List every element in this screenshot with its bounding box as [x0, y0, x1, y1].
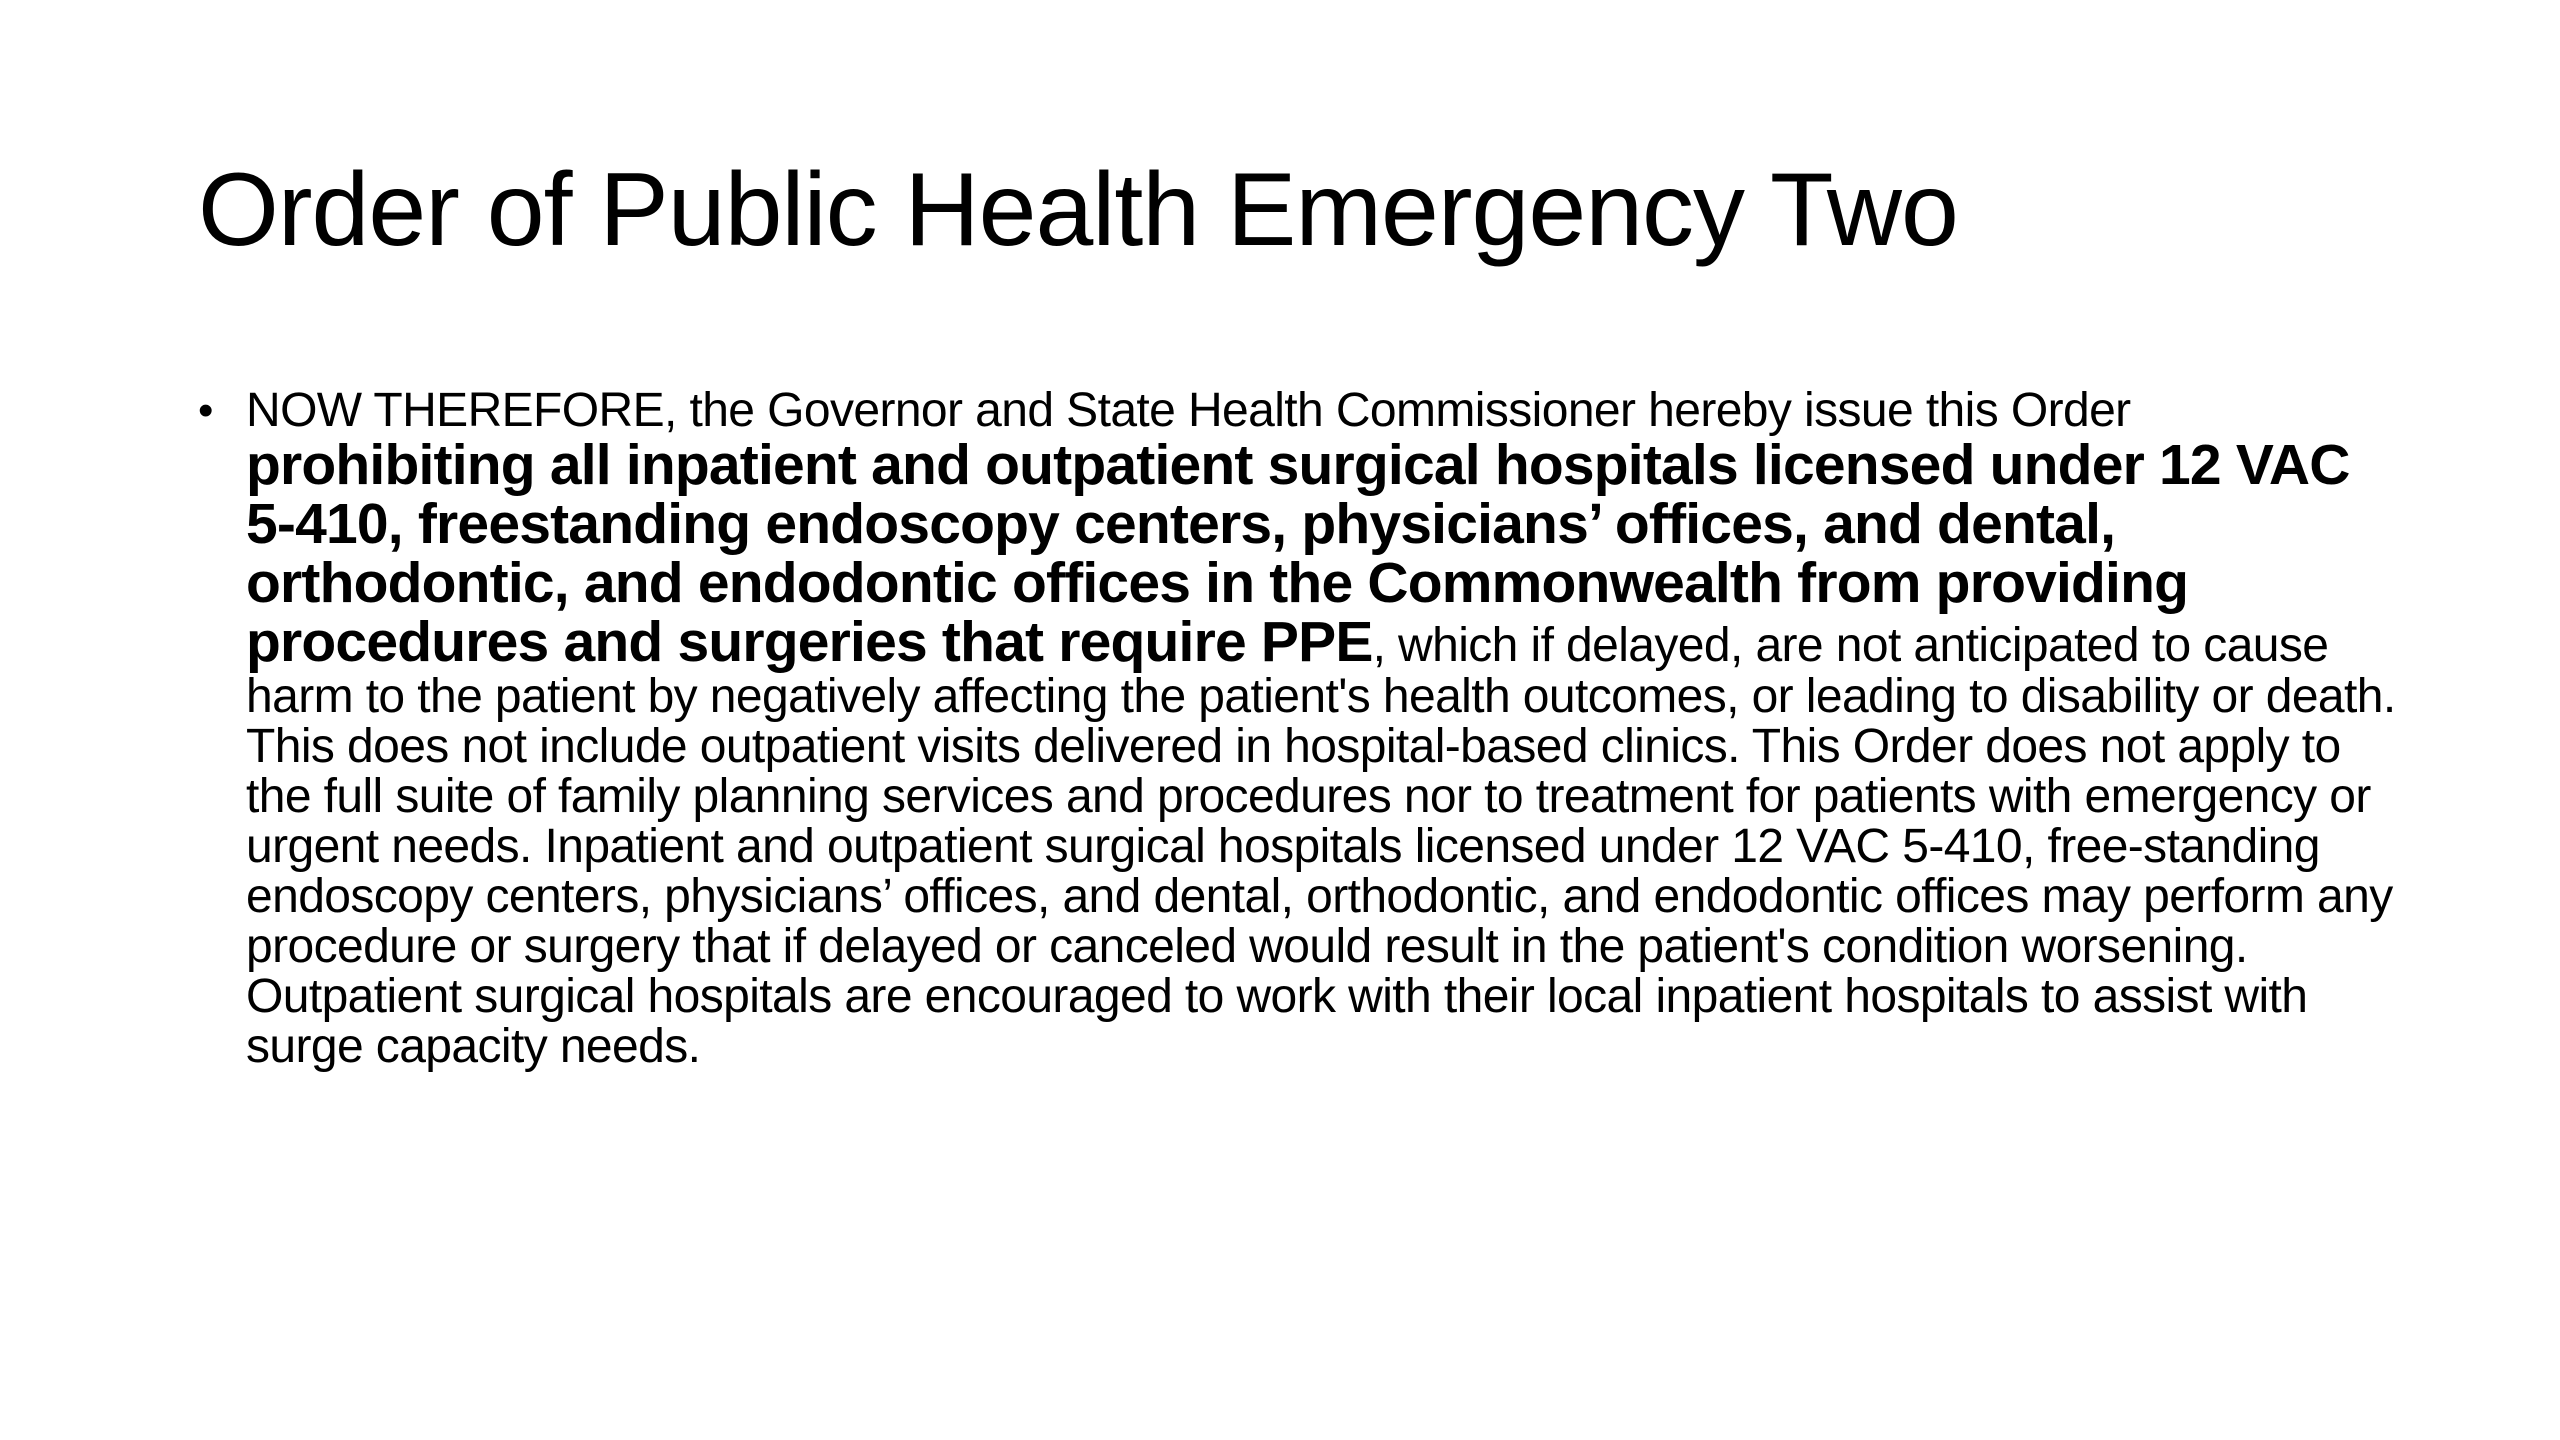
body-paragraph	[246, 386, 2398, 1072]
slide-title: Order of Public Health Emergency Two	[198, 152, 1958, 268]
paragraph-emphasis-text: prohibiting all inpatient and outpatient surgical hospitals licensed under 12 VAC 5-410, freestanding endoscopy centers, physicians’ offices, and dental, orthodontic, and endodontic offices in the Commonwealth from providing procedures and surgeries that require PPE	[246, 433, 2350, 674]
paragraph-lead-text: NOW THEREFORE, the Governor and State Health Commissioner hereby issue this Order	[246, 384, 2131, 437]
slide-body	[198, 386, 2398, 1072]
paragraph-rest-text: , which if delayed, are not anticipated to cause harm to the patient by negatively affecting the patient's health outcomes, or leading to disability or death. This does not include outpatient visits delivered in hospital-based clinics. This Order does not apply to the full suite of family planning services and procedures nor to treatment for patients with emergency or urgent needs. Inpatient and outpatient surgical hospitals licensed under 12 VAC 5-410, free-standing endoscopy centers, physicians’ offices, and dental, orthodontic, and endodontic offices may perform any procedure or surgery that if delayed or canceled would result in the patient's condition worsening. Outpatient surgical hospitals are encouraged to work with their local inpatient hospitals to assist with surge capacity needs.	[246, 619, 2396, 1073]
bullet-icon: •	[198, 386, 214, 435]
bullet-item	[198, 386, 2398, 1072]
